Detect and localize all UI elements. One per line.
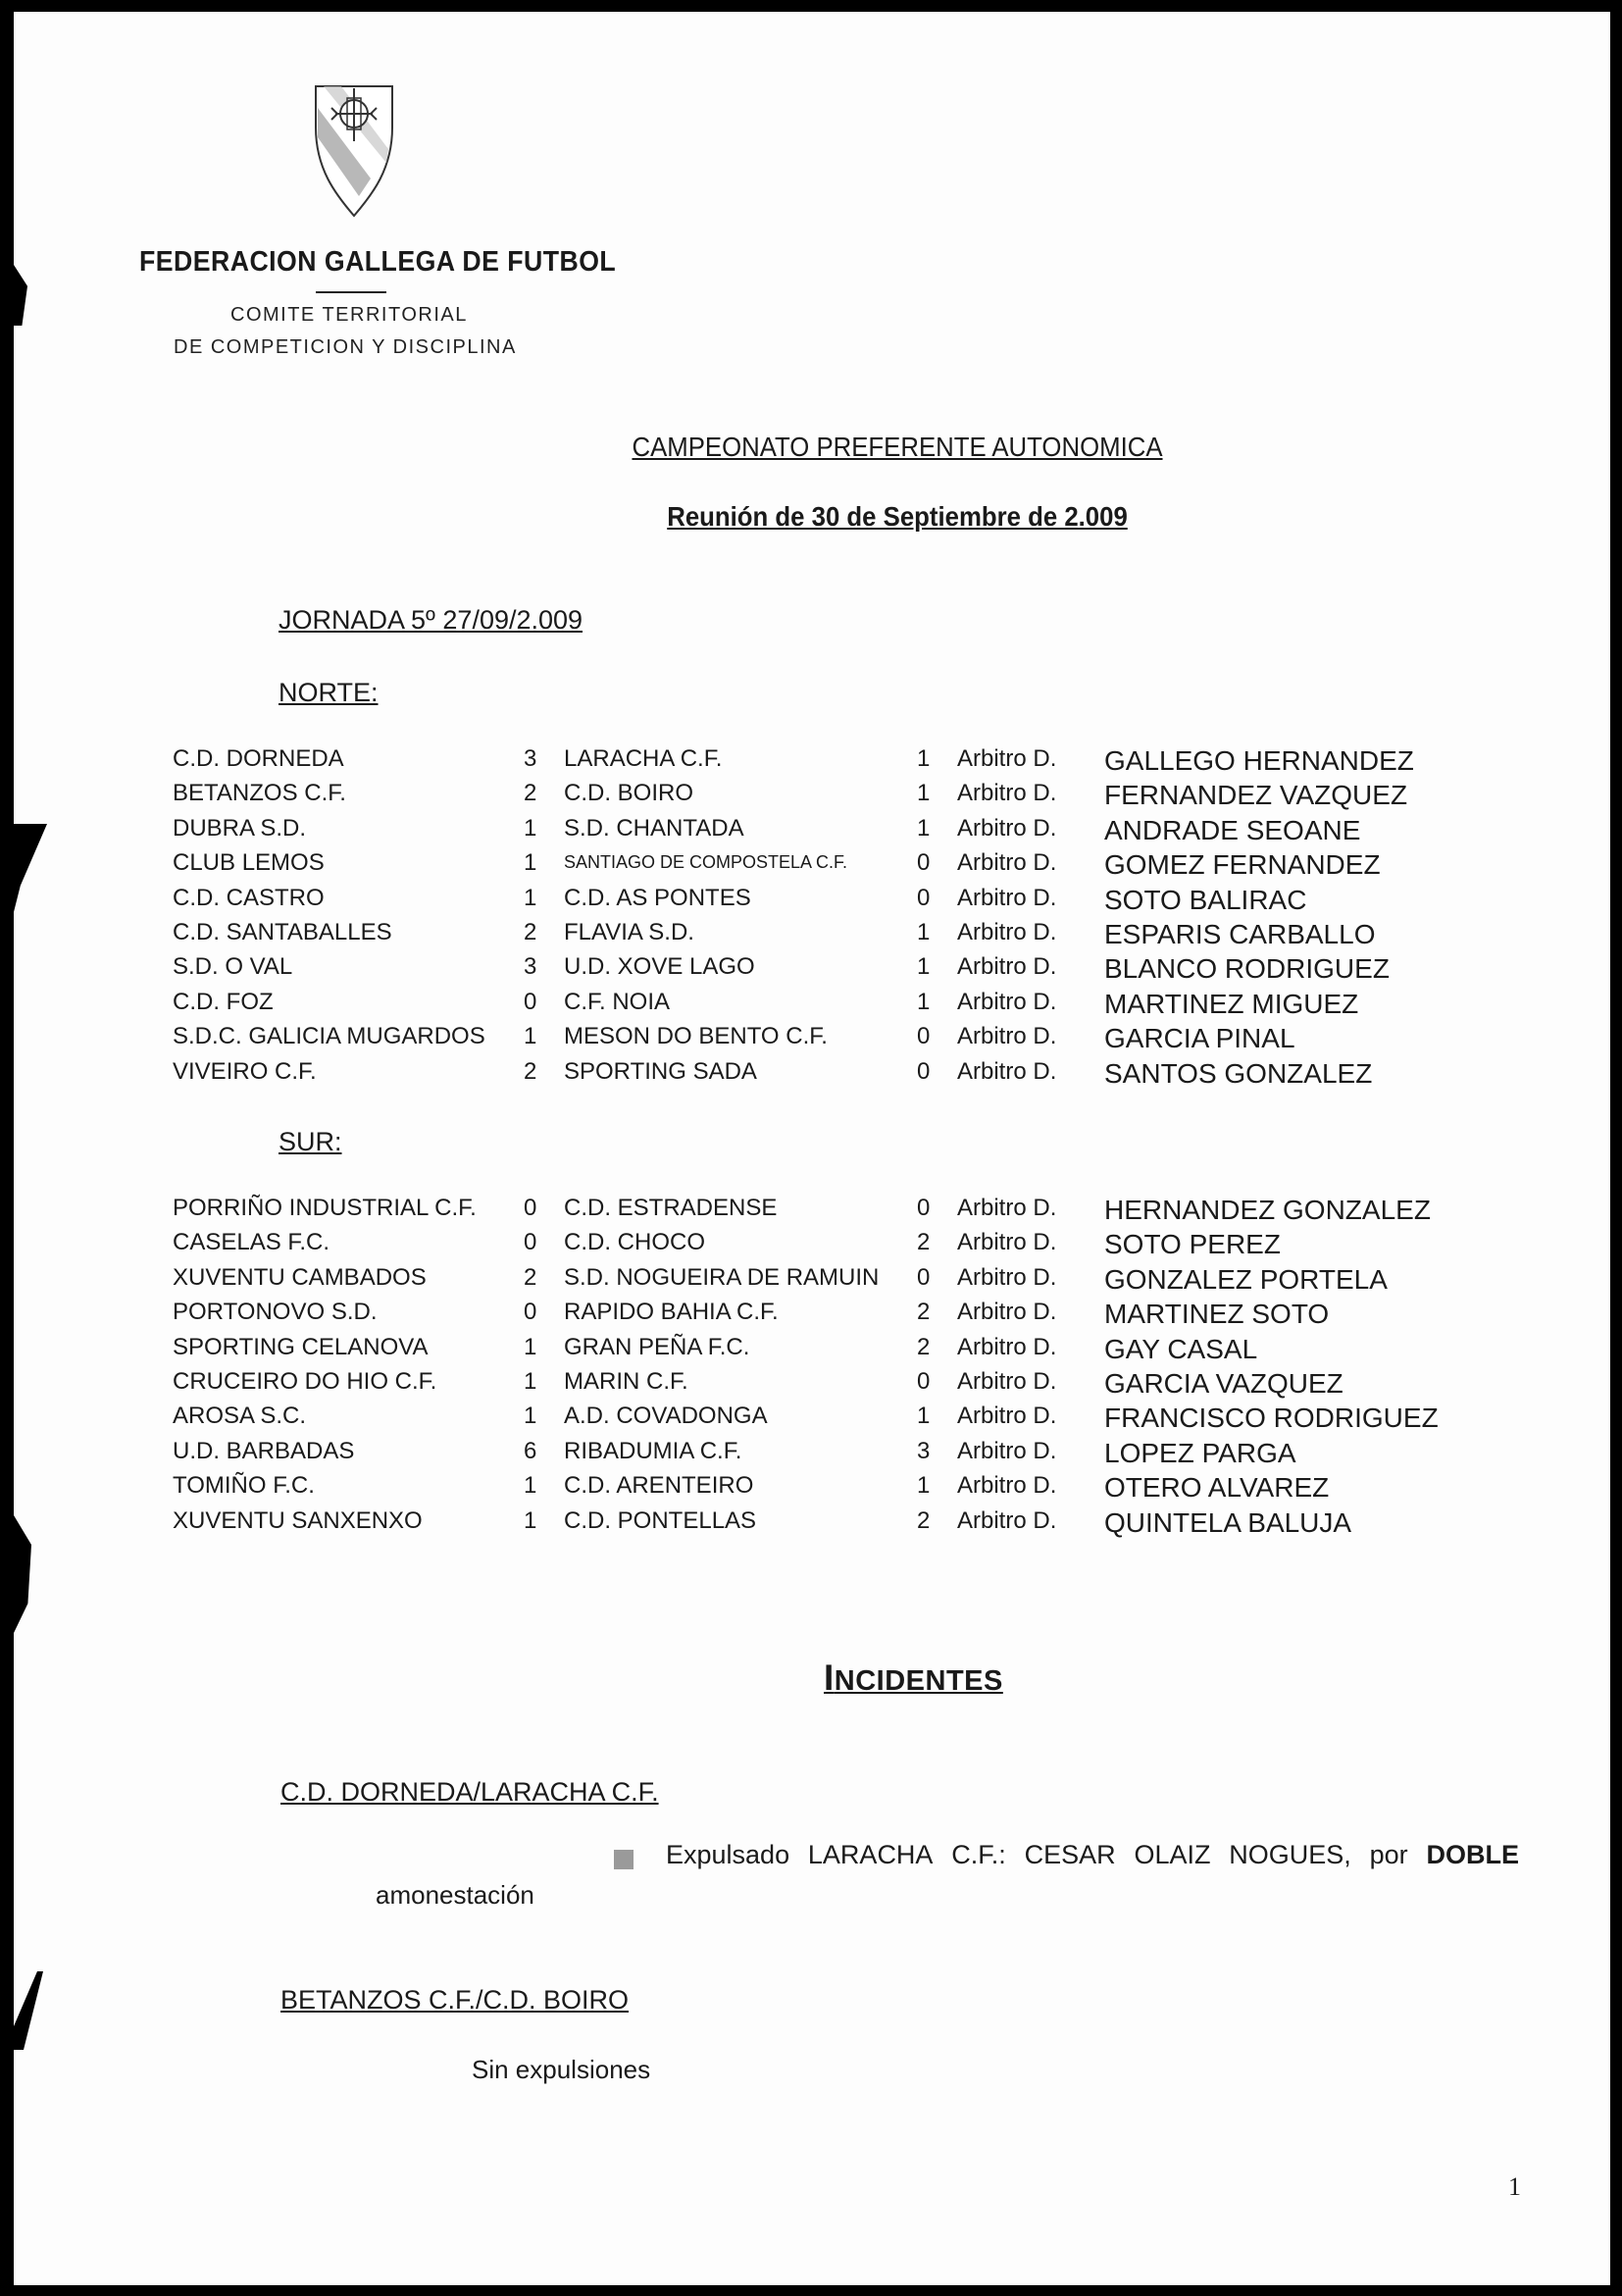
home-team: XUVENTU SANXENXO: [173, 1506, 423, 1534]
home-score: 1: [524, 1333, 537, 1360]
federation-crest-logo: [312, 80, 396, 220]
committee-line-1: COMITE TERRITORIAL: [230, 304, 468, 326]
referee-name: HERNANDEZ GONZALEZ: [1104, 1195, 1431, 1225]
expulsion-word: CESAR: [1024, 1840, 1116, 1869]
committee-line-2: DE COMPETICION Y DISCIPLINA: [174, 336, 517, 358]
arbitro-label: Arbitro D.: [957, 1506, 1057, 1534]
referee-name: SOTO BALIRAC: [1104, 884, 1307, 915]
referee-name: SANTOS GONZALEZ: [1104, 1057, 1373, 1089]
referee-name: SOTO PEREZ: [1104, 1229, 1281, 1260]
page-number: 1: [1508, 2172, 1521, 2201]
home-score: 1: [524, 1472, 537, 1500]
arbitro-label: Arbitro D.: [957, 780, 1057, 807]
away-score: 0: [917, 1057, 931, 1085]
arbitro-label: Arbitro D.: [957, 919, 1057, 945]
away-team: SANTIAGO DE COMPOSTELA C.F.: [564, 852, 848, 873]
match-row: [0, 1472, 1622, 1506]
arbitro-label: Arbitro D.: [957, 1263, 1057, 1291]
referee-name: GONZALEZ PORTELA: [1104, 1263, 1388, 1295]
away-score: 2: [917, 1229, 931, 1256]
home-score: 1: [524, 1506, 537, 1534]
home-score: 1: [524, 1023, 537, 1050]
incident-match-heading: BETANZOS C.F./C.D. BOIRO: [280, 1985, 630, 2015]
arbitro-label: Arbitro D.: [957, 1368, 1057, 1395]
referee-name: LOPEZ PARGA: [1104, 1437, 1296, 1468]
away-team: C.D. CHOCO: [564, 1229, 705, 1256]
home-team: XUVENTU CAMBADOS: [173, 1263, 427, 1291]
referee-name: ANDRADE SEOANE: [1104, 814, 1361, 845]
match-row: [0, 849, 1622, 884]
arbitro-label: Arbitro D.: [957, 1403, 1057, 1430]
home-score: 2: [524, 1263, 537, 1291]
referee-name: GAY CASAL: [1104, 1333, 1258, 1364]
home-score: 1: [524, 884, 537, 911]
home-score: 2: [524, 919, 537, 945]
expulsion-word-bold: DOBLE: [1426, 1840, 1519, 1869]
home-team: C.D. DORNEDA: [173, 745, 344, 772]
away-team: GRAN PEÑA F.C.: [564, 1333, 750, 1360]
referee-name: GOMEZ FERNANDEZ: [1104, 849, 1381, 881]
away-score: 1: [917, 780, 931, 807]
away-score: 1: [917, 988, 931, 1015]
arbitro-label: Arbitro D.: [957, 884, 1057, 911]
home-team: CASELAS F.C.: [173, 1229, 330, 1256]
arbitro-label: Arbitro D.: [957, 1229, 1057, 1256]
away-team: S.D. NOGUEIRA DE RAMUIN: [564, 1263, 880, 1291]
away-score: 1: [917, 953, 931, 981]
expulsion-word: C.F.:: [951, 1840, 1006, 1869]
federation-name: FEDERACION GALLEGA DE FUTBOL: [139, 246, 617, 278]
arbitro-label: Arbitro D.: [957, 1333, 1057, 1360]
match-row: [0, 1229, 1622, 1263]
away-score: 2: [917, 1506, 931, 1534]
home-team: PORRIÑO INDUSTRIAL C.F.: [173, 1195, 477, 1221]
away-score: 0: [917, 849, 931, 877]
home-score: 2: [524, 780, 537, 807]
match-row: [0, 1507, 1622, 1542]
arbitro-label: Arbitro D.: [957, 1023, 1057, 1050]
home-score: 1: [524, 849, 537, 877]
referee-name: FERNANDEZ VAZQUEZ: [1104, 780, 1408, 811]
referee-name: FRANCISCO RODRIGUEZ: [1104, 1403, 1439, 1434]
home-team: U.D. BARBADAS: [173, 1437, 355, 1464]
away-score: 1: [917, 919, 931, 945]
away-score: 0: [917, 884, 931, 911]
home-team: BETANZOS C.F.: [173, 780, 346, 807]
away-score: 0: [917, 1368, 931, 1395]
away-team: A.D. COVADONGA: [564, 1403, 768, 1430]
home-team: CLUB LEMOS: [173, 849, 325, 877]
championship-title: CAMPEONATO PREFERENTE AUTONOMICA: [632, 432, 1163, 462]
referee-name: ESPARIS CARBALLO: [1104, 919, 1376, 949]
referee-name: OTERO ALVAREZ: [1104, 1472, 1330, 1504]
expulsion-word: OLAIZ: [1134, 1840, 1211, 1869]
arbitro-label: Arbitro D.: [957, 814, 1057, 842]
home-team: S.D.C. GALICIA MUGARDOS: [173, 1023, 485, 1050]
expulsion-word: NOGUES,: [1229, 1840, 1351, 1869]
away-team: MESON DO BENTO C.F.: [564, 1023, 828, 1050]
home-score: 3: [524, 953, 537, 981]
referee-name: GARCIA VAZQUEZ: [1104, 1368, 1343, 1399]
arbitro-label: Arbitro D.: [957, 1472, 1057, 1500]
away-team: C.D. BOIRO: [564, 780, 694, 807]
arbitro-label: Arbitro D.: [957, 849, 1057, 877]
away-score: 1: [917, 1472, 931, 1500]
home-score: 0: [524, 1299, 537, 1326]
expulsion-word: por: [1369, 1840, 1408, 1869]
away-score: 1: [917, 1403, 931, 1430]
away-score: 0: [917, 1195, 931, 1221]
away-team: RAPIDO BAHIA C.F.: [564, 1299, 779, 1326]
federation-divider: [316, 291, 386, 293]
match-row: [0, 1264, 1622, 1299]
bullet-square-icon: [614, 1850, 634, 1869]
expulsion-word: Expulsado: [666, 1840, 790, 1869]
meeting-date: Reunión de 30 de Septiembre de 2.009: [667, 501, 1128, 532]
match-row: [0, 815, 1622, 849]
away-team: C.D. AS PONTES: [564, 884, 751, 911]
match-row: [0, 1299, 1622, 1333]
home-team: S.D. O VAL: [173, 953, 293, 981]
away-team: C.D. ARENTEIRO: [564, 1472, 754, 1500]
away-score: 1: [917, 745, 931, 772]
match-row: [0, 989, 1622, 1023]
away-team: LARACHA C.F.: [564, 745, 723, 772]
arbitro-label: Arbitro D.: [957, 988, 1057, 1015]
incident-match-heading: C.D. DORNEDA/LARACHA C.F.: [280, 1777, 659, 1807]
away-score: 2: [917, 1333, 931, 1360]
match-row: [0, 1195, 1622, 1229]
incident-note: Sin expulsiones: [472, 2055, 651, 2084]
home-score: 3: [524, 745, 537, 772]
arbitro-label: Arbitro D.: [957, 1437, 1057, 1464]
incidentes-initial: I: [824, 1658, 835, 1698]
home-score: 0: [524, 1195, 537, 1221]
incidentes-heading: [824, 1658, 1003, 1699]
expulsion-word: LARACHA: [807, 1840, 934, 1869]
match-row: [0, 1058, 1622, 1093]
home-team: CRUCEIRO DO HIO C.F.: [173, 1368, 437, 1395]
arbitro-label: Arbitro D.: [957, 1057, 1057, 1085]
jornada-heading: JORNADA 5º 27/09/2.009: [279, 605, 583, 635]
home-team: C.D. CASTRO: [173, 884, 325, 911]
referee-name: GALLEGO HERNANDEZ: [1104, 745, 1414, 776]
away-team: RIBADUMIA C.F.: [564, 1437, 742, 1464]
away-score: 0: [917, 1263, 931, 1291]
home-team: PORTONOVO S.D.: [173, 1299, 378, 1326]
away-team: C.D. ESTRADENSE: [564, 1195, 778, 1221]
arbitro-label: Arbitro D.: [957, 745, 1057, 772]
home-score: 1: [524, 814, 537, 842]
arbitro-label: Arbitro D.: [957, 953, 1057, 981]
home-score: 1: [524, 1368, 537, 1395]
away-team: FLAVIA S.D.: [564, 919, 694, 945]
home-team: SPORTING CELANOVA: [173, 1333, 429, 1360]
norte-heading: NORTE:: [279, 678, 379, 707]
incidentes-rest: NCIDENTES: [834, 1665, 1003, 1697]
match-row: [0, 1403, 1622, 1437]
match-row: [0, 919, 1622, 953]
away-team: C.D. PONTELLAS: [564, 1506, 757, 1534]
home-team: AROSA S.C.: [173, 1403, 307, 1430]
referee-name: GARCIA PINAL: [1104, 1023, 1295, 1054]
referee-name: BLANCO RODRIGUEZ: [1104, 953, 1390, 985]
match-row: [0, 1023, 1622, 1057]
away-score: 0: [917, 1023, 931, 1050]
away-score: 2: [917, 1299, 931, 1326]
home-score: 1: [524, 1403, 537, 1430]
home-team: C.D. FOZ: [173, 988, 274, 1015]
match-row: [0, 1334, 1622, 1368]
match-row: [0, 953, 1622, 988]
away-score: 3: [917, 1437, 931, 1464]
away-team: U.D. XOVE LAGO: [564, 953, 755, 981]
home-team: TOMIÑO F.C.: [173, 1472, 315, 1500]
referee-name: MARTINEZ MIGUEZ: [1104, 988, 1359, 1019]
match-row: [0, 885, 1622, 919]
match-row: [0, 1368, 1622, 1403]
home-team: C.D. SANTABALLES: [173, 919, 392, 945]
home-score: 0: [524, 988, 537, 1015]
home-score: 2: [524, 1057, 537, 1085]
away-team: S.D. CHANTADA: [564, 814, 744, 842]
away-team: SPORTING SADA: [564, 1057, 757, 1085]
expulsion-line: [666, 1840, 1519, 1870]
arbitro-label: Arbitro D.: [957, 1195, 1057, 1221]
home-team: DUBRA S.D.: [173, 814, 307, 842]
away-team: MARIN C.F.: [564, 1368, 688, 1395]
referee-name: QUINTELA BALUJA: [1104, 1506, 1352, 1538]
home-score: 0: [524, 1229, 537, 1256]
sur-heading: SUR:: [279, 1127, 342, 1156]
match-row: [0, 780, 1622, 814]
referee-name: MARTINEZ SOTO: [1104, 1299, 1330, 1330]
home-team: VIVEIRO C.F.: [173, 1057, 317, 1085]
home-score: 6: [524, 1437, 537, 1464]
away-score: 1: [917, 814, 931, 842]
match-row: [0, 745, 1622, 780]
away-team: C.F. NOIA: [564, 988, 671, 1015]
match-row: [0, 1438, 1622, 1472]
expulsion-continuation: amonestación: [376, 1880, 534, 1910]
arbitro-label: Arbitro D.: [957, 1299, 1057, 1326]
